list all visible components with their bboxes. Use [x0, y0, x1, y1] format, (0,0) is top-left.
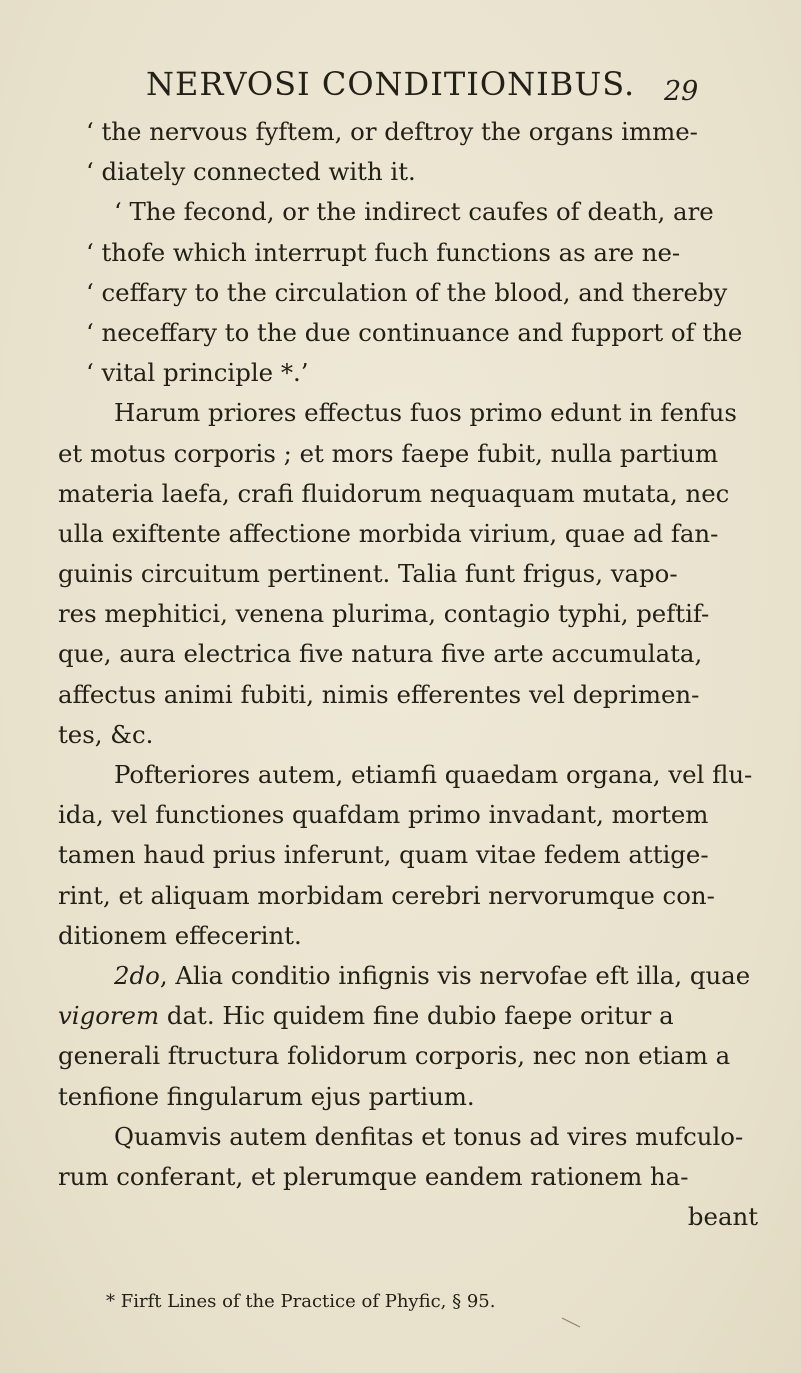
- text-line: ‘ diately connected with it.: [86, 157, 416, 187]
- text-line: affectus animi fubiti, nimis efferentes vel deprimen-: [58, 679, 700, 709]
- page-number: 29: [664, 76, 699, 107]
- text-line: et motus corporis ; et mors faepe fubit, nulla partium: [58, 438, 719, 468]
- text-line: ‘ neceffary to the due continuance and fupport of the: [86, 317, 743, 347]
- emphasis-italic: vigorem: [58, 1001, 160, 1031]
- footnote: * Firft Lines of the Practice of Phyfic, § 95.: [106, 1291, 496, 1312]
- text-line: rum conferant, et plerumque eandem rationem ha-: [58, 1161, 689, 1191]
- text-line: vigorem dat. Hic quidem fine dubio faepe oritur a: [58, 1001, 674, 1031]
- running-title: NERVOSI CONDITIONIBUS.: [146, 65, 636, 103]
- text-line: 2do, Alia conditio infignis vis nervofae eft illa, quae: [114, 960, 751, 990]
- text-line: Harum priores effectus fuos primo edunt in fenfus: [114, 398, 737, 428]
- running-head: [146, 62, 699, 107]
- text-line: Pofteriores autem, etiamfi quaedam organa, vel flu-: [114, 760, 753, 789]
- text-line: ditionem effecerint.: [58, 920, 302, 950]
- text-line: tes, &c.: [58, 719, 154, 749]
- text-line: res mephitici, venena plurima, contagio typhi, peftif-: [58, 599, 710, 629]
- text-line: generali ftructura folidorum corporis, nec non etiam a: [58, 1041, 731, 1071]
- text-line: ulla exiftente affectione morbida virium, quae ad fan-: [58, 518, 719, 548]
- text-line: ‘ The fecond, or the indirect caufes of death, are: [114, 197, 714, 227]
- catchword: beant: [687, 1202, 758, 1232]
- text-line: ‘ ceffary to the circulation of the blood, and thereby: [86, 277, 728, 307]
- ink-smudge: [558, 1312, 588, 1330]
- ordinal-italic: 2do: [114, 960, 160, 990]
- text-line: rint, et aliquam morbidam cerebri nervorumque con-: [58, 880, 715, 910]
- text-line: tenfione fingularum ejus partium.: [58, 1081, 475, 1111]
- text-line: ‘ thofe which interrupt fuch functions as are ne-: [86, 237, 681, 267]
- text-line: ida, vel functiones quafdam primo invadant, mortem: [58, 800, 709, 830]
- text-line: ‘ the nervous fyftem, or deftroy the organs imme-: [86, 117, 698, 146]
- body-text: [58, 112, 770, 1237]
- text-line: guinis circuitum pertinent. Talia funt frigus, vapo-: [58, 559, 678, 589]
- text-line: Quamvis autem denfitas et tonus ad vires mufculo-: [114, 1121, 744, 1151]
- text-line: que, aura electrica five natura five arte accumulata,: [58, 639, 703, 669]
- text-line: ‘ vital principle *.’: [86, 358, 309, 388]
- text-line: tamen haud prius inferunt, quam vitae fedem attige-: [58, 840, 709, 870]
- text-line: materia laefa, crafi fluidorum nequaquam mutata, nec: [58, 478, 730, 508]
